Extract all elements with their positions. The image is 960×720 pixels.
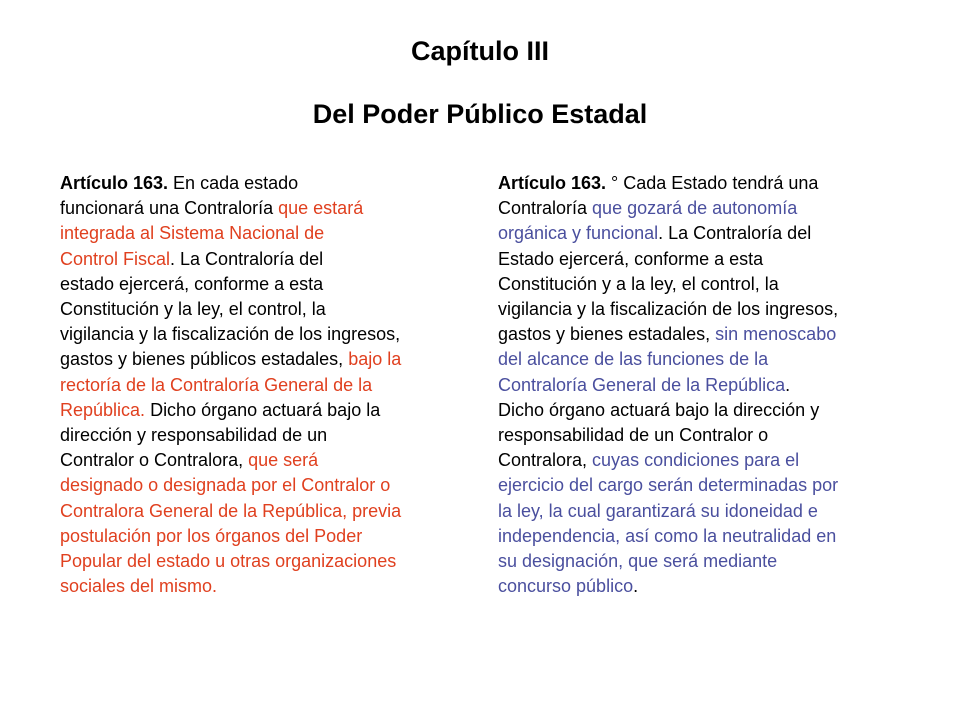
text-line	[498, 423, 910, 448]
text-line	[60, 549, 470, 574]
highlighted-text-segment: que estará	[278, 198, 364, 219]
article-number: Artículo 163.	[498, 173, 607, 193]
highlighted-text-segment: rectoría de la Contraloría General de la	[60, 374, 373, 395]
section-title: Del Poder Público Estadal	[312, 99, 648, 129]
text-line	[498, 196, 910, 221]
text-segment: En cada estado	[168, 173, 299, 193]
highlighted-text-segment: bajo la	[348, 349, 402, 370]
highlighted-text-segment: Popular del estado u otras organizaciones	[60, 551, 397, 572]
text-line	[498, 247, 910, 272]
highlighted-text-segment: del alcance de las funciones de la	[498, 349, 769, 370]
highlighted-text-segment: designado o designada por el Contralor o	[60, 475, 391, 496]
highlighted-text-segment: que gozará de autonomía	[592, 198, 798, 219]
text-line	[498, 322, 910, 347]
highlighted-text-segment: sociales del mismo.	[60, 576, 218, 597]
text-line	[60, 322, 470, 347]
chapter-heading: Capítulo III	[411, 36, 549, 66]
highlighted-text-segment: su designación, que será mediante	[498, 551, 778, 572]
right-article	[498, 171, 910, 599]
text-segment: estado ejercerá, conforme a esta	[60, 273, 324, 294]
text-segment: Estado ejercerá, conforme a esta	[498, 248, 764, 269]
text-segment: . La Contraloría del	[170, 248, 324, 269]
text-segment: Dicho órgano actuará bajo la dirección y	[498, 399, 820, 420]
highlighted-text-segment: que será	[248, 450, 319, 471]
text-line	[498, 221, 910, 246]
text-segment: vigilancia y la fiscalización de los ingresos,	[498, 299, 839, 320]
text-line	[60, 423, 470, 448]
text-line	[498, 347, 910, 372]
text-line	[498, 272, 910, 297]
text-line	[498, 171, 910, 196]
text-segment: responsabilidad de un Contralor o	[498, 425, 769, 446]
highlighted-text-segment: cuyas condiciones para el	[592, 450, 800, 471]
text-segment: .	[633, 576, 639, 597]
text-segment: Contraloría	[498, 198, 593, 219]
text-segment: ° Cada Estado tendrá una	[606, 173, 819, 193]
text-line	[60, 398, 470, 423]
text-line	[60, 221, 470, 246]
highlighted-text-segment: orgánica y funcional	[498, 223, 659, 244]
highlighted-text-segment: Contraloría General de la República	[498, 374, 786, 395]
text-segment: . La Contraloría del	[658, 223, 812, 244]
text-segment: .	[785, 374, 791, 395]
text-line	[60, 574, 470, 599]
text-line	[498, 499, 910, 524]
text-line	[498, 373, 910, 398]
highlighted-text-segment: República.	[60, 399, 146, 420]
text-line	[498, 549, 910, 574]
highlighted-text-segment: postulación por los órganos del Poder	[60, 525, 363, 546]
text-line	[60, 297, 470, 322]
text-line	[60, 499, 470, 524]
text-line	[60, 171, 470, 196]
text-segment: funcionará una Contraloría	[60, 198, 279, 219]
highlighted-text-segment: sin menoscabo	[715, 324, 837, 345]
text-line	[60, 196, 470, 221]
text-segment: gastos y bienes estadales,	[498, 324, 716, 345]
text-segment: vigilancia y la fiscalización de los ingresos,	[60, 324, 401, 345]
text-segment: Contralora,	[498, 450, 593, 471]
highlighted-text-segment: concurso público	[498, 576, 634, 597]
highlighted-text-segment: Control Fiscal	[60, 248, 171, 269]
text-line	[60, 247, 470, 272]
text-line	[498, 574, 910, 599]
text-line	[60, 524, 470, 549]
text-line	[498, 398, 910, 423]
text-line	[498, 473, 910, 498]
left-article	[60, 171, 470, 599]
highlighted-text-segment: Contralora General de la República, previa	[60, 500, 402, 521]
text-segment: Constitución y a la ley, el control, la	[498, 273, 779, 294]
text-line	[498, 524, 910, 549]
highlighted-text-segment: independencia, así como la neutralidad en	[498, 525, 837, 546]
text-line	[60, 272, 470, 297]
text-line	[498, 448, 910, 473]
text-segment: Dicho órgano actuará bajo la	[145, 399, 381, 420]
text-line	[60, 373, 470, 398]
text-segment: dirección y responsabilidad de un	[60, 425, 328, 446]
highlighted-text-segment: integrada al Sistema Nacional de	[60, 223, 325, 244]
text-line	[60, 448, 470, 473]
article-number: Artículo 163.	[60, 173, 169, 193]
text-line	[60, 473, 470, 498]
text-segment: Contralor o Contralora,	[60, 450, 249, 471]
text-line	[498, 297, 910, 322]
text-segment: gastos y bienes públicos estadales,	[60, 349, 349, 370]
highlighted-text-segment: ejercicio del cargo serán determinadas por	[498, 475, 839, 496]
text-segment: Constitución y la ley, el control, la	[60, 299, 326, 320]
highlighted-text-segment: la ley, la cual garantizará su idoneidad e	[498, 500, 818, 521]
text-line	[60, 347, 470, 372]
